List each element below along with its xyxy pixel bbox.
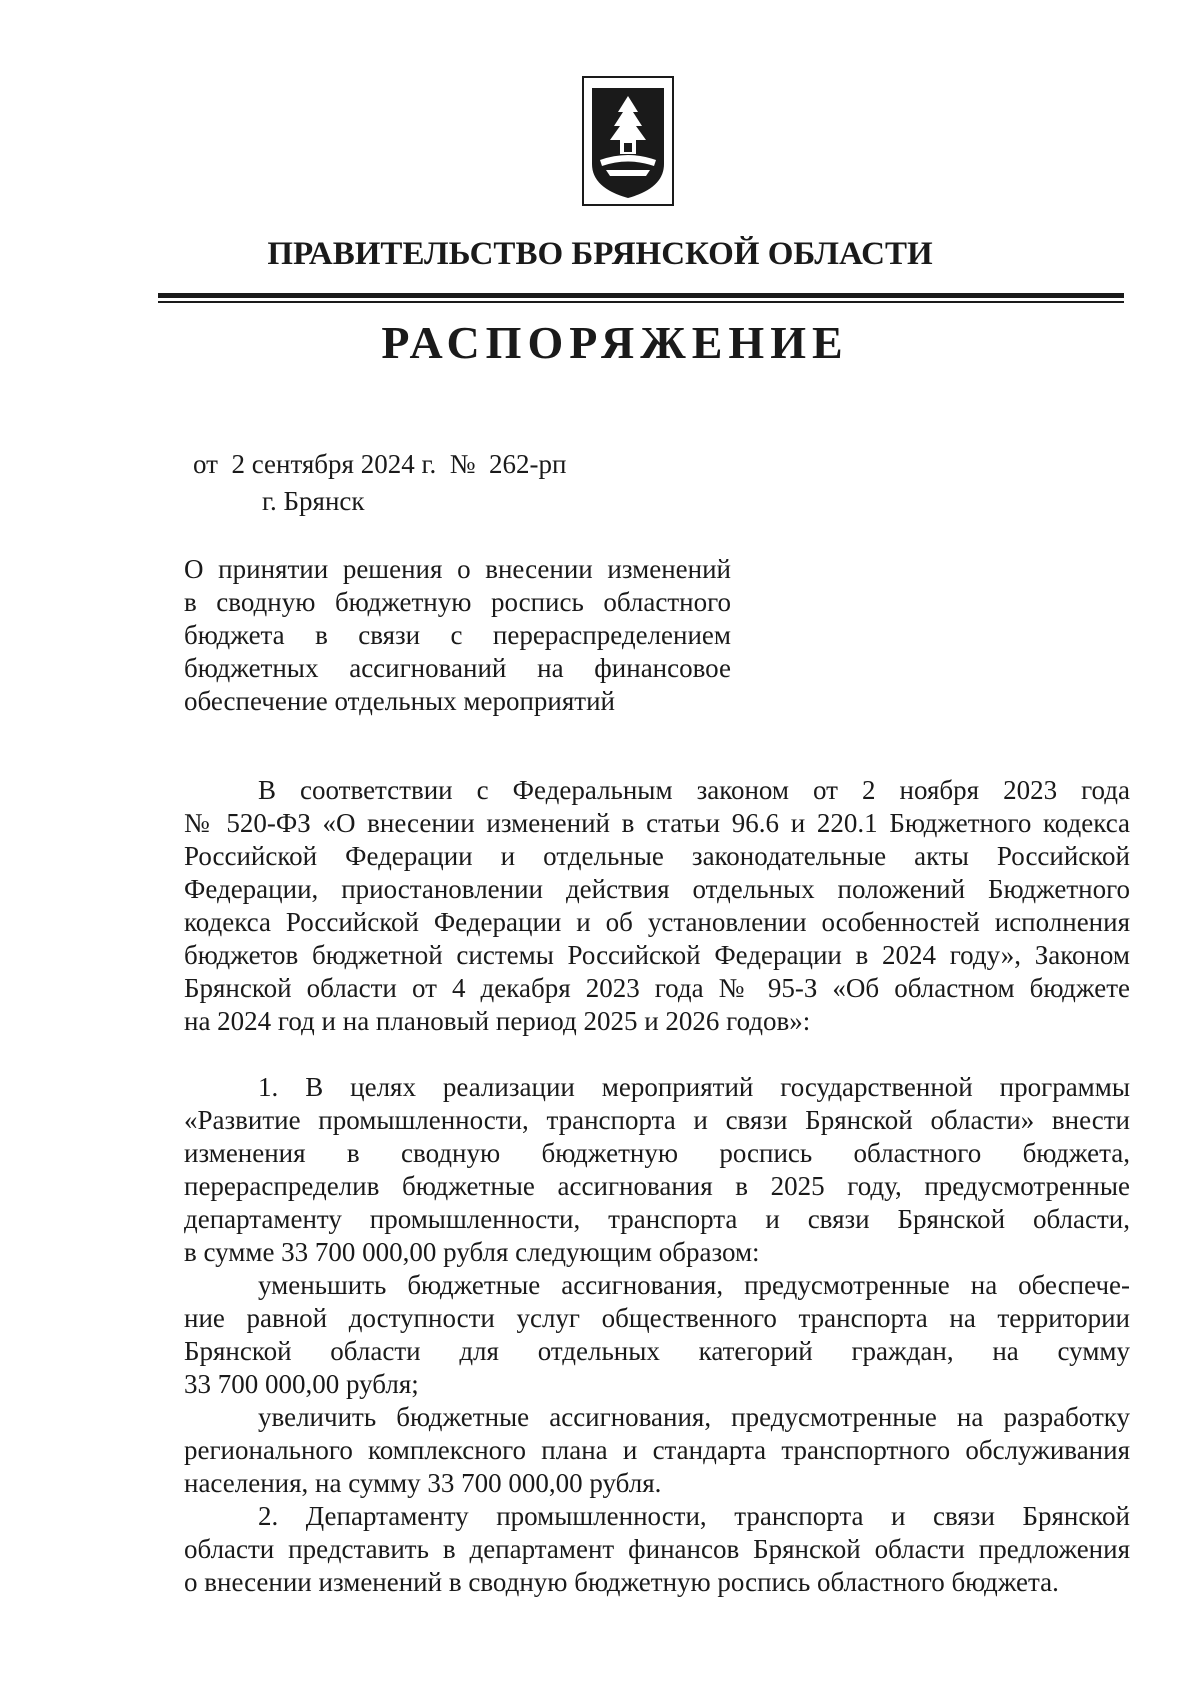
increase-paragraph bbox=[184, 1401, 1130, 1500]
body-line: департаменту промышленности, транспорта и связи Брянской области, bbox=[184, 1204, 1130, 1234]
body-line: 33 700 000,00 рубля; bbox=[184, 1369, 419, 1399]
subject-line: в сводную бюджетную роспись областного bbox=[184, 587, 731, 617]
body-line: области представить в департамент финансов Брянской области предложения bbox=[184, 1534, 1130, 1564]
body-line: ние равной доступности услуг общественного транспорта на территории bbox=[184, 1303, 1130, 1333]
document-body bbox=[184, 774, 1130, 1599]
item-1-paragraph bbox=[184, 1071, 1130, 1269]
body-line: на 2024 год и на плановый период 2025 и 2026 годов»: bbox=[184, 1006, 811, 1036]
preamble-paragraph bbox=[184, 774, 1130, 1038]
body-line: о внесении изменений в сводную бюджетную роспись областного бюджета. bbox=[184, 1567, 1059, 1597]
body-line: Брянской области для отдельных категорий граждан, на сумму bbox=[184, 1336, 1130, 1366]
decrease-paragraph bbox=[184, 1269, 1130, 1401]
subject-line: О принятии решения о внесении изменений bbox=[184, 554, 731, 584]
body-line: изменения в сводную бюджетную роспись областного бюджета, bbox=[184, 1138, 1130, 1168]
body-line: Российской Федерации и отдельные законодательные акты Российской bbox=[184, 841, 1130, 871]
document-city: г. Брянск bbox=[262, 486, 365, 516]
body-line: 1. В целях реализации мероприятий государственной программы bbox=[258, 1072, 1130, 1102]
document-date-number: от 2 сентября 2024 г. № 262-рп bbox=[193, 449, 567, 479]
body-line: регионального комплексного плана и стандарта транспортного обслуживания bbox=[184, 1435, 1130, 1465]
document-subject bbox=[184, 553, 731, 718]
coat-of-arms-icon bbox=[582, 76, 674, 206]
body-line: кодекса Российской Федерации и об установлении особенностей исполнения bbox=[184, 907, 1130, 937]
organization-title: ПРАВИТЕЛЬСТВО БРЯНСКОЙ ОБЛАСТИ bbox=[267, 236, 933, 272]
body-line: № 520-ФЗ «О внесении изменений в статьи 96.6 и 220.1 Бюджетного кодекса bbox=[184, 808, 1130, 838]
subject-line: обеспечение отдельных мероприятий bbox=[184, 686, 615, 716]
body-line: в сумме 33 700 000,00 рубля следующим образом: bbox=[184, 1237, 760, 1267]
body-line: Брянской области от 4 декабря 2023 года № 95-З «Об областном бюджете bbox=[184, 973, 1130, 1003]
body-line: увеличить бюджетные ассигнования, предусмотренные на разработку bbox=[258, 1402, 1130, 1432]
body-line: 2. Департаменту промышленности, транспорта и связи Брянской bbox=[258, 1501, 1130, 1531]
subject-line: бюджетных ассигнований на финансовое bbox=[184, 653, 731, 683]
header-rule-thick bbox=[158, 293, 1124, 298]
body-line: бюджетов бюджетной системы Российской Федерации в 2024 году», Законом bbox=[184, 940, 1130, 970]
item-2-paragraph bbox=[184, 1500, 1130, 1599]
header-rule-thin bbox=[158, 301, 1124, 303]
body-line: «Развитие промышленности, транспорта и связи Брянской области» внести bbox=[184, 1105, 1130, 1135]
body-line: Федерации, приостановлении действия отдельных положений Бюджетного bbox=[184, 874, 1130, 904]
document-type-title: РАСПОРЯЖЕНИЕ bbox=[381, 317, 849, 368]
body-line: перераспределив бюджетные ассигнования в 2025 году, предусмотренные bbox=[184, 1171, 1130, 1201]
subject-line: бюджета в связи с перераспределением bbox=[184, 620, 731, 650]
body-line: населения, на сумму 33 700 000,00 рубля. bbox=[184, 1468, 662, 1498]
body-line: В соответствии с Федеральным законом от 2 ноября 2023 года bbox=[258, 775, 1130, 805]
body-line: уменьшить бюджетные ассигнования, предусмотренные на обеспече- bbox=[258, 1270, 1130, 1300]
